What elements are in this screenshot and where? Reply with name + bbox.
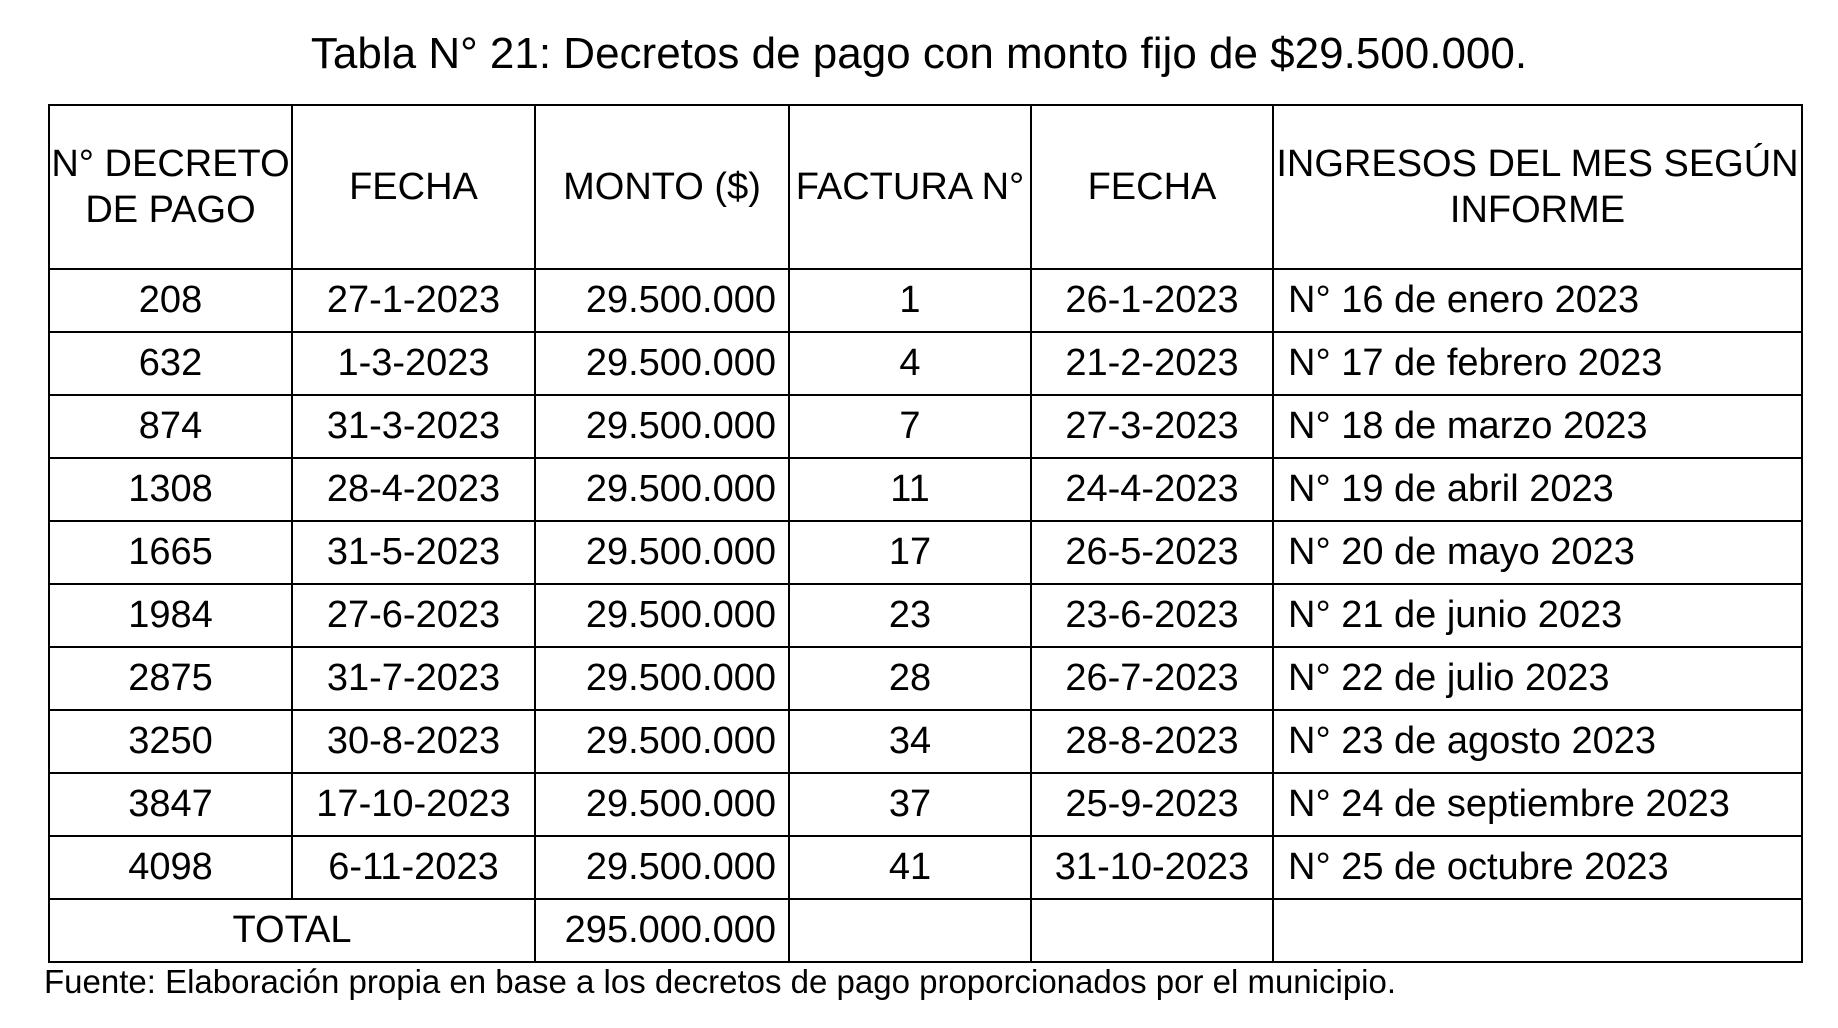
decree-date-cell: 31-5-2023 <box>292 521 535 584</box>
decree-date-cell: 30-8-2023 <box>292 710 535 773</box>
decree-date-cell: 27-6-2023 <box>292 584 535 647</box>
payment-decrees-table <box>48 104 1803 963</box>
amount-cell: 29.500.000 <box>535 521 789 584</box>
decree-date-cell: 6-11-2023 <box>292 836 535 899</box>
invoice-date-cell: 27-3-2023 <box>1031 395 1273 458</box>
source-note: Fuente: Elaboración propia en base a los decretos de pago proporcionados por el municipio. <box>44 963 1397 1000</box>
decree-date-cell: 31-7-2023 <box>292 647 535 710</box>
invoice-date-cell: 26-5-2023 <box>1031 521 1273 584</box>
monthly-report-cell: N° 25 de octubre 2023 <box>1273 836 1802 899</box>
table-row <box>49 836 1802 899</box>
invoice-number-cell: 34 <box>789 710 1031 773</box>
amount-cell: 29.500.000 <box>535 458 789 521</box>
decree-number-cell: 4098 <box>49 836 292 899</box>
table-row <box>49 458 1802 521</box>
monthly-report-cell: N° 24 de septiembre 2023 <box>1273 773 1802 836</box>
amount-cell: 29.500.000 <box>535 332 789 395</box>
amount-cell: 29.500.000 <box>535 647 789 710</box>
monthly-report-cell: N° 22 de julio 2023 <box>1273 647 1802 710</box>
table-row <box>49 584 1802 647</box>
column-header-decree-date: FECHA <box>292 105 535 269</box>
invoice-date-cell: 26-7-2023 <box>1031 647 1273 710</box>
decree-number-cell: 1984 <box>49 584 292 647</box>
table-title: Tabla N° 21: Decretos de pago con monto fijo de $29.500.000. <box>310 29 1528 78</box>
column-header-decree-number: N° DECRETO DE PAGO <box>49 105 292 269</box>
table-container <box>48 104 1803 963</box>
decree-number-cell: 2875 <box>49 647 292 710</box>
table-row <box>49 773 1802 836</box>
invoice-date-cell: 23-6-2023 <box>1031 584 1273 647</box>
monthly-report-cell: N° 16 de enero 2023 <box>1273 269 1802 332</box>
amount-cell: 29.500.000 <box>535 836 789 899</box>
amount-cell: 29.500.000 <box>535 395 789 458</box>
decree-number-cell: 3250 <box>49 710 292 773</box>
amount-cell: 29.500.000 <box>535 773 789 836</box>
invoice-number-cell: 1 <box>789 269 1031 332</box>
amount-cell: 29.500.000 <box>535 710 789 773</box>
monthly-report-cell: N° 23 de agosto 2023 <box>1273 710 1802 773</box>
table-row <box>49 332 1802 395</box>
total-row <box>49 899 1802 962</box>
amount-cell: 29.500.000 <box>535 269 789 332</box>
table-row <box>49 269 1802 332</box>
decree-date-cell: 31-3-2023 <box>292 395 535 458</box>
table-row <box>49 710 1802 773</box>
invoice-date-cell: 26-1-2023 <box>1031 269 1273 332</box>
decree-number-cell: 3847 <box>49 773 292 836</box>
total-amount: 295.000.000 <box>535 899 789 962</box>
table-row <box>49 521 1802 584</box>
table-row <box>49 647 1802 710</box>
total-empty-cell <box>1031 899 1273 962</box>
invoice-number-cell: 23 <box>789 584 1031 647</box>
invoice-number-cell: 37 <box>789 773 1031 836</box>
invoice-number-cell: 41 <box>789 836 1031 899</box>
invoice-date-cell: 24-4-2023 <box>1031 458 1273 521</box>
column-header-invoice-number: FACTURA N° <box>789 105 1031 269</box>
decree-date-cell: 27-1-2023 <box>292 269 535 332</box>
invoice-number-cell: 7 <box>789 395 1031 458</box>
total-label: TOTAL <box>49 899 535 962</box>
decree-number-cell: 208 <box>49 269 292 332</box>
decree-number-cell: 874 <box>49 395 292 458</box>
amount-cell: 29.500.000 <box>535 584 789 647</box>
decree-date-cell: 28-4-2023 <box>292 458 535 521</box>
monthly-report-cell: N° 19 de abril 2023 <box>1273 458 1802 521</box>
invoice-date-cell: 21-2-2023 <box>1031 332 1273 395</box>
decree-number-cell: 1308 <box>49 458 292 521</box>
decree-number-cell: 1665 <box>49 521 292 584</box>
invoice-number-cell: 4 <box>789 332 1031 395</box>
monthly-report-cell: N° 17 de febrero 2023 <box>1273 332 1802 395</box>
column-header-monthly-report: INGRESOS DEL MES SEGÚN INFORME <box>1273 105 1802 269</box>
column-header-invoice-date: FECHA <box>1031 105 1273 269</box>
table-body <box>49 269 1802 899</box>
monthly-report-cell: N° 21 de junio 2023 <box>1273 584 1802 647</box>
decree-number-cell: 632 <box>49 332 292 395</box>
table-row <box>49 395 1802 458</box>
invoice-date-cell: 25-9-2023 <box>1031 773 1273 836</box>
column-header-amount: MONTO ($) <box>535 105 789 269</box>
invoice-number-cell: 28 <box>789 647 1031 710</box>
monthly-report-cell: N° 18 de marzo 2023 <box>1273 395 1802 458</box>
decree-date-cell: 17-10-2023 <box>292 773 535 836</box>
total-empty-cell <box>1273 899 1802 962</box>
invoice-date-cell: 31-10-2023 <box>1031 836 1273 899</box>
decree-date-cell: 1-3-2023 <box>292 332 535 395</box>
invoice-date-cell: 28-8-2023 <box>1031 710 1273 773</box>
header-row <box>49 105 1802 269</box>
invoice-number-cell: 11 <box>789 458 1031 521</box>
invoice-number-cell: 17 <box>789 521 1031 584</box>
monthly-report-cell: N° 20 de mayo 2023 <box>1273 521 1802 584</box>
total-empty-cell <box>789 899 1031 962</box>
